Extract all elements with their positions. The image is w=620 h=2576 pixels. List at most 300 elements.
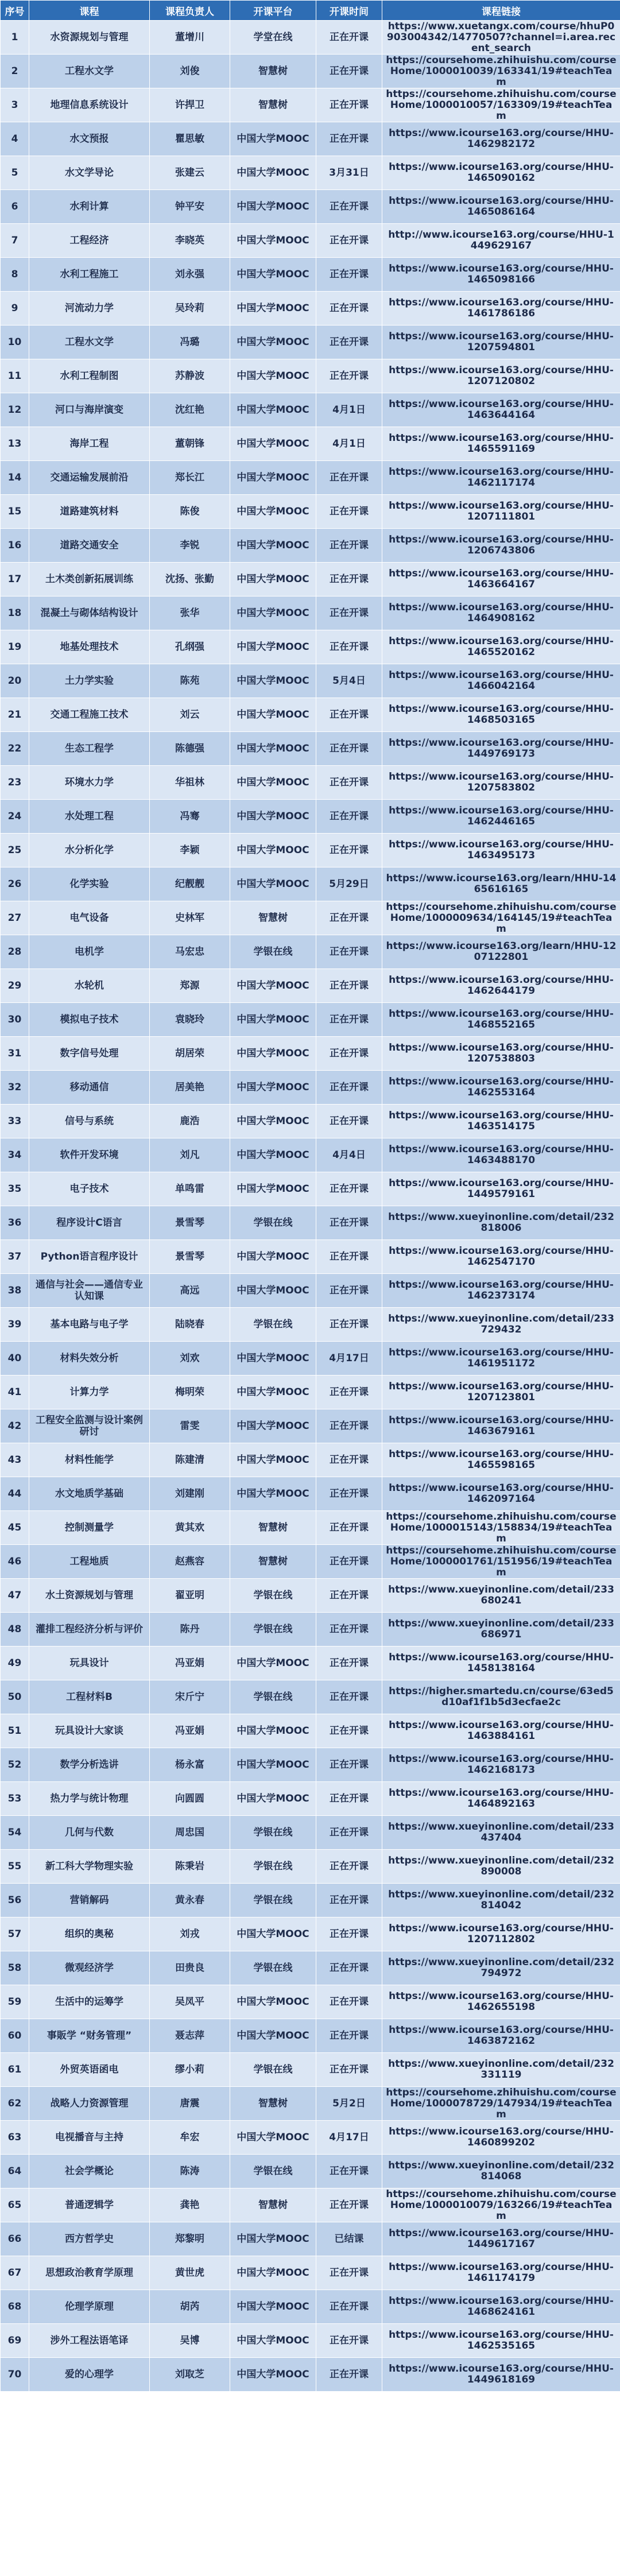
cell-link[interactable]: https://www.xueyinonline.com/detail/232814068	[382, 2155, 620, 2188]
cell-platform: 智慧树	[230, 2188, 316, 2222]
cell-link[interactable]: https://www.icourse163.org/course/HHU-1207123801	[382, 1376, 620, 1409]
cell-link[interactable]: https://www.icourse163.org/course/HHU-1207120802	[382, 359, 620, 393]
cell-start-time: 正在开课	[316, 1884, 382, 1918]
cell-lead: 李晓英	[150, 224, 230, 258]
cell-link[interactable]: https://www.icourse163.org/course/HHU-1463679161	[382, 1409, 620, 1443]
cell-platform: 中国大学MOOC	[230, 800, 316, 834]
cell-lead: 陈苑	[150, 664, 230, 698]
cell-index: 47	[1, 1579, 29, 1613]
cell-course: 外贸英语函电	[29, 2053, 150, 2087]
table-row	[1, 1172, 620, 1206]
cell-start-time: 正在开课	[316, 495, 382, 529]
cell-lead: 郑长江	[150, 461, 230, 495]
cell-lead: 牟宏	[150, 2121, 230, 2155]
table-row	[1, 1850, 620, 1884]
table-row	[1, 88, 620, 122]
cell-index: 28	[1, 935, 29, 969]
table-row	[1, 292, 620, 326]
cell-lead: 田贵良	[150, 1951, 230, 1985]
table-row	[1, 1206, 620, 1240]
cell-index: 15	[1, 495, 29, 529]
cell-start-time: 4月17日	[316, 2121, 382, 2155]
cell-lead: 高远	[150, 1274, 230, 1308]
header-lead: 课程负责人	[150, 1, 230, 21]
cell-index: 63	[1, 2121, 29, 2155]
cell-link[interactable]: https://www.icourse163.org/course/HHU-1465598165	[382, 1443, 620, 1477]
cell-index: 55	[1, 1850, 29, 1884]
cell-lead: 马宏忠	[150, 935, 230, 969]
cell-index: 39	[1, 1308, 29, 1342]
cell-lead: 缪小莉	[150, 2053, 230, 2087]
cell-platform: 学银在线	[230, 1206, 316, 1240]
cell-index: 23	[1, 766, 29, 800]
table-row	[1, 529, 620, 563]
cell-lead: 吴玲莉	[150, 292, 230, 326]
cell-lead: 陈德强	[150, 732, 230, 766]
cell-platform: 中国大学MOOC	[230, 1782, 316, 1816]
cell-link[interactable]: https://coursehome.zhihuishu.com/courseHome/1000015143/158834/19#teachTeam	[382, 1511, 620, 1545]
cell-link[interactable]: https://www.icourse163.org/course/HHU-1463495173	[382, 834, 620, 867]
cell-link[interactable]: https://www.icourse163.org/course/HHU-1462553164	[382, 1071, 620, 1105]
cell-lead: 沈扬、张勤	[150, 563, 230, 596]
cell-index: 11	[1, 359, 29, 393]
cell-lead: 聂志萍	[150, 2019, 230, 2053]
cell-platform: 学银在线	[230, 2155, 316, 2188]
cell-course: 通信与社会——通信专业认知课	[29, 1274, 150, 1308]
cell-link[interactable]: https://coursehome.zhihuishu.com/courseHome/1000001761/151956/19#teachTeam	[382, 1545, 620, 1579]
cell-start-time: 正在开课	[316, 901, 382, 935]
cell-platform: 学银在线	[230, 1816, 316, 1850]
cell-platform: 学银在线	[230, 1680, 316, 1714]
table-row	[1, 1985, 620, 2019]
cell-index: 24	[1, 800, 29, 834]
cell-platform: 中国大学MOOC	[230, 1918, 316, 1951]
cell-link[interactable]: https://www.xueyinonline.com/detail/232818006	[382, 1206, 620, 1240]
table-row	[1, 766, 620, 800]
cell-index: 21	[1, 698, 29, 732]
cell-platform: 中国大学MOOC	[230, 732, 316, 766]
cell-link[interactable]: https://www.icourse163.org/course/HHU-1207112802	[382, 1918, 620, 1951]
cell-platform: 中国大学MOOC	[230, 1714, 316, 1748]
cell-index: 57	[1, 1918, 29, 1951]
cell-index: 31	[1, 1037, 29, 1071]
cell-link[interactable]: https://www.icourse163.org/course/HHU-1207583802	[382, 766, 620, 800]
cell-course: 战略人力资源管理	[29, 2087, 150, 2121]
table-row	[1, 1409, 620, 1443]
cell-index: 40	[1, 1342, 29, 1376]
cell-lead: 董朝锋	[150, 427, 230, 461]
cell-index: 34	[1, 1138, 29, 1172]
table-row	[1, 2256, 620, 2290]
cell-link[interactable]: https://www.icourse163.org/course/HHU-1462117174	[382, 461, 620, 495]
cell-lead: 钟平安	[150, 190, 230, 224]
cell-platform: 中国大学MOOC	[230, 867, 316, 901]
table-row	[1, 1240, 620, 1274]
cell-link[interactable]: https://higher.smartedu.cn/course/63ed5d10af1f1b5d3ecfae2c	[382, 1680, 620, 1714]
cell-lead: 梅明荣	[150, 1376, 230, 1409]
cell-lead: 苏静波	[150, 359, 230, 393]
cell-link[interactable]: https://www.icourse163.org/course/HHU-1468552165	[382, 1003, 620, 1037]
cell-start-time: 正在开课	[316, 1850, 382, 1884]
cell-lead: 刘取芝	[150, 2358, 230, 2392]
cell-link[interactable]: https://www.icourse163.org/course/HHU-1465090162	[382, 156, 620, 190]
cell-index: 60	[1, 2019, 29, 2053]
table-row	[1, 2188, 620, 2222]
cell-platform: 中国大学MOOC	[230, 1003, 316, 1037]
cell-lead: 胡芮	[150, 2290, 230, 2324]
cell-index: 30	[1, 1003, 29, 1037]
cell-course: 水利计算	[29, 190, 150, 224]
cell-platform: 中国大学MOOC	[230, 1037, 316, 1071]
cell-index: 61	[1, 2053, 29, 2087]
table-row	[1, 2121, 620, 2155]
table-row	[1, 1037, 620, 1071]
cell-course: 控制测量学	[29, 1511, 150, 1545]
cell-link[interactable]: https://www.icourse163.org/course/HHU-1462644179	[382, 969, 620, 1003]
cell-platform: 中国大学MOOC	[230, 969, 316, 1003]
cell-link[interactable]: https://www.xueyinonline.com/detail/232890008	[382, 1850, 620, 1884]
cell-start-time: 正在开课	[316, 1071, 382, 1105]
cell-lead: 李锐	[150, 529, 230, 563]
cell-platform: 中国大学MOOC	[230, 495, 316, 529]
cell-course: 水轮机	[29, 969, 150, 1003]
cell-lead: 周忠国	[150, 1816, 230, 1850]
cell-link[interactable]: https://www.icourse163.org/course/HHU-1449769173	[382, 732, 620, 766]
cell-course: 组织的奥秘	[29, 1918, 150, 1951]
table-row	[1, 2222, 620, 2256]
cell-lead: 刘云	[150, 698, 230, 732]
cell-start-time: 正在开课	[316, 1477, 382, 1511]
cell-course: 数字信号处理	[29, 1037, 150, 1071]
cell-link[interactable]: https://coursehome.zhihuishu.com/courseHome/1000078729/147934/19#teachTeam	[382, 2087, 620, 2121]
cell-link[interactable]: https://www.icourse163.org/course/HHU-1465591169	[382, 427, 620, 461]
cell-index: 49	[1, 1647, 29, 1680]
cell-lead: 龚艳	[150, 2188, 230, 2222]
cell-start-time: 正在开课	[316, 292, 382, 326]
cell-platform: 中国大学MOOC	[230, 2019, 316, 2053]
cell-link[interactable]: https://www.icourse163.org/course/HHU-1461174179	[382, 2256, 620, 2290]
cell-lead: 冯亚娟	[150, 1647, 230, 1680]
cell-link[interactable]: https://www.icourse163.org/course/HHU-1463664167	[382, 563, 620, 596]
cell-course: Python语言程序设计	[29, 1240, 150, 1274]
cell-platform: 中国大学MOOC	[230, 2121, 316, 2155]
cell-lead: 单鸣雷	[150, 1172, 230, 1206]
cell-start-time: 正在开课	[316, 1376, 382, 1409]
cell-platform: 中国大学MOOC	[230, 1138, 316, 1172]
cell-course: 工程经济	[29, 224, 150, 258]
cell-link[interactable]: https://www.icourse163.org/course/HHU-1449617167	[382, 2222, 620, 2256]
cell-lead: 景雪琴	[150, 1240, 230, 1274]
cell-index: 7	[1, 224, 29, 258]
cell-course: 交通运输发展前沿	[29, 461, 150, 495]
cell-platform: 中国大学MOOC	[230, 2256, 316, 2290]
cell-link[interactable]: https://coursehome.zhihuishu.com/courseHome/1000010039/163341/19#teachTeam	[382, 55, 620, 88]
table-row	[1, 1714, 620, 1748]
cell-start-time: 正在开课	[316, 1613, 382, 1647]
cell-link[interactable]: https://www.icourse163.org/course/HHU-1468624161	[382, 2290, 620, 2324]
cell-course: 思想政治教育学原理	[29, 2256, 150, 2290]
table-row	[1, 2019, 620, 2053]
table-row	[1, 1884, 620, 1918]
table-row	[1, 834, 620, 867]
cell-course: 材料性能学	[29, 1443, 150, 1477]
cell-link[interactable]: https://coursehome.zhihuishu.com/courseHome/1000009634/164145/19#teachTeam	[382, 901, 620, 935]
cell-course: 河流动力学	[29, 292, 150, 326]
cell-start-time: 正在开课	[316, 1748, 382, 1782]
table-row	[1, 1918, 620, 1951]
cell-link[interactable]: https://www.xueyinonline.com/detail/232814042	[382, 1884, 620, 1918]
cell-start-time: 正在开课	[316, 1003, 382, 1037]
cell-link[interactable]: https://www.icourse163.org/course/HHU-1464892163	[382, 1782, 620, 1816]
cell-course: 电气设备	[29, 901, 150, 935]
cell-start-time: 正在开课	[316, 1511, 382, 1545]
cell-start-time: 正在开课	[316, 1816, 382, 1850]
cell-platform: 中国大学MOOC	[230, 190, 316, 224]
cell-platform: 学银在线	[230, 1308, 316, 1342]
cell-index: 35	[1, 1172, 29, 1206]
cell-link[interactable]: https://www.icourse163.org/learn/HHU-1207122801	[382, 935, 620, 969]
cell-index: 14	[1, 461, 29, 495]
cell-link[interactable]: https://www.icourse163.org/course/HHU-1207111801	[382, 495, 620, 529]
cell-platform: 中国大学MOOC	[230, 122, 316, 156]
cell-platform: 中国大学MOOC	[230, 1477, 316, 1511]
cell-course: 水文预报	[29, 122, 150, 156]
cell-link[interactable]: https://www.xueyinonline.com/detail/233686971	[382, 1613, 620, 1647]
cell-course: 电机学	[29, 935, 150, 969]
table-row	[1, 1138, 620, 1172]
cell-lead: 刘凡	[150, 1138, 230, 1172]
cell-platform: 智慧树	[230, 1511, 316, 1545]
cell-link[interactable]: https://www.icourse163.org/course/HHU-1449579161	[382, 1172, 620, 1206]
cell-course: 电视播音与主持	[29, 2121, 150, 2155]
table-row	[1, 1071, 620, 1105]
cell-index: 70	[1, 2358, 29, 2392]
cell-link[interactable]: http://www.icourse163.org/course/HHU-1449629167	[382, 224, 620, 258]
cell-lead: 黄永春	[150, 1884, 230, 1918]
cell-index: 54	[1, 1816, 29, 1850]
cell-start-time: 5月4日	[316, 664, 382, 698]
cell-start-time: 正在开课	[316, 2053, 382, 2087]
cell-link[interactable]: https://www.icourse163.org/course/HHU-1465086164	[382, 190, 620, 224]
cell-index: 50	[1, 1680, 29, 1714]
cell-lead: 刘戎	[150, 1918, 230, 1951]
cell-index: 8	[1, 258, 29, 292]
cell-lead: 刘建刚	[150, 1477, 230, 1511]
cell-lead: 孔纲强	[150, 630, 230, 664]
cell-course: 数学分析选讲	[29, 1748, 150, 1782]
cell-link[interactable]: https://www.xueyinonline.com/detail/232794972	[382, 1951, 620, 1985]
cell-platform: 中国大学MOOC	[230, 664, 316, 698]
cell-platform: 中国大学MOOC	[230, 766, 316, 800]
cell-link[interactable]: https://www.icourse163.org/course/HHU-1463884161	[382, 1714, 620, 1748]
cell-index: 37	[1, 1240, 29, 1274]
cell-link[interactable]: https://www.icourse163.org/course/HHU-1462446165	[382, 800, 620, 834]
cell-platform: 中国大学MOOC	[230, 1748, 316, 1782]
cell-start-time: 正在开课	[316, 2290, 382, 2324]
cell-index: 62	[1, 2087, 29, 2121]
table-row	[1, 732, 620, 766]
header-platform: 开课平台	[230, 1, 316, 21]
table-row	[1, 495, 620, 529]
cell-start-time: 正在开课	[316, 1647, 382, 1680]
cell-start-time: 正在开课	[316, 1409, 382, 1443]
cell-index: 19	[1, 630, 29, 664]
cell-link[interactable]: https://www.xueyinonline.com/detail/233680241	[382, 1579, 620, 1613]
cell-link[interactable]: https://www.icourse163.org/course/HHU-1464908162	[382, 596, 620, 630]
cell-course: 环境水力学	[29, 766, 150, 800]
cell-link[interactable]: https://www.icourse163.org/course/HHU-1463488170	[382, 1138, 620, 1172]
cell-link[interactable]: https://www.icourse163.org/course/HHU-1462168173	[382, 1748, 620, 1782]
cell-platform: 中国大学MOOC	[230, 1443, 316, 1477]
cell-link[interactable]: https://www.icourse163.org/course/HHU-1460899202	[382, 2121, 620, 2155]
cell-lead: 瞿思敏	[150, 122, 230, 156]
cell-lead: 吴博	[150, 2324, 230, 2358]
table-row	[1, 1680, 620, 1714]
cell-index: 41	[1, 1376, 29, 1409]
cell-start-time: 正在开课	[316, 1714, 382, 1748]
cell-platform: 中国大学MOOC	[230, 461, 316, 495]
cell-link[interactable]: https://coursehome.zhihuishu.com/courseHome/1000010079/163266/19#teachTeam	[382, 2188, 620, 2222]
cell-platform: 中国大学MOOC	[230, 563, 316, 596]
cell-lead: 张建云	[150, 156, 230, 190]
cell-link[interactable]: https://www.icourse163.org/course/HHU-1461786186	[382, 292, 620, 326]
cell-start-time: 正在开课	[316, 1105, 382, 1138]
cell-link[interactable]: https://coursehome.zhihuishu.com/courseHome/1000010057/163309/19#teachTeam	[382, 88, 620, 122]
cell-course: 玩具设计	[29, 1647, 150, 1680]
cell-course: 新工科大学物理实验	[29, 1850, 150, 1884]
cell-link[interactable]: https://www.icourse163.org/course/HHU-1463644164	[382, 393, 620, 427]
cell-link[interactable]: https://www.xueyinonline.com/detail/233437404	[382, 1816, 620, 1850]
cell-start-time: 正在开课	[316, 732, 382, 766]
cell-start-time: 4月1日	[316, 393, 382, 427]
cell-platform: 智慧树	[230, 2087, 316, 2121]
cell-start-time: 正在开课	[316, 1985, 382, 2019]
cell-link[interactable]: https://www.xueyinonline.com/detail/233729432	[382, 1308, 620, 1342]
cell-course: 水资源规划与管理	[29, 21, 150, 55]
header-link: 课程链接	[382, 1, 620, 21]
cell-link[interactable]: https://www.icourse163.org/course/HHU-1465520162	[382, 630, 620, 664]
cell-lead: 张华	[150, 596, 230, 630]
table-row	[1, 630, 620, 664]
cell-link[interactable]: https://www.icourse163.org/course/HHU-1463872162	[382, 2019, 620, 2053]
cell-course: 生活中的运筹学	[29, 1985, 150, 2019]
cell-lead: 袁晓玲	[150, 1003, 230, 1037]
cell-course: 玩具设计大家谈	[29, 1714, 150, 1748]
cell-start-time: 正在开课	[316, 935, 382, 969]
cell-platform: 学银在线	[230, 1579, 316, 1613]
cell-lead: 华祖林	[150, 766, 230, 800]
cell-lead: 李颖	[150, 834, 230, 867]
cell-start-time: 正在开课	[316, 2256, 382, 2290]
cell-link[interactable]: https://www.icourse163.org/course/HHU-1462655198	[382, 1985, 620, 2019]
cell-index: 3	[1, 88, 29, 122]
cell-start-time: 正在开课	[316, 122, 382, 156]
cell-lead: 董增川	[150, 21, 230, 55]
cell-link[interactable]: https://www.icourse163.org/course/HHU-1462982172	[382, 122, 620, 156]
cell-link[interactable]: https://www.icourse163.org/course/HHU-1449618169	[382, 2358, 620, 2392]
cell-index: 17	[1, 563, 29, 596]
cell-index: 42	[1, 1409, 29, 1443]
cell-link[interactable]: https://www.icourse163.org/course/HHU-1206743806	[382, 529, 620, 563]
cell-link[interactable]: https://www.icourse163.org/course/HHU-1207594801	[382, 326, 620, 359]
table-row	[1, 596, 620, 630]
cell-start-time: 正在开课	[316, 1172, 382, 1206]
cell-start-time: 5月29日	[316, 867, 382, 901]
cell-course: 生态工程学	[29, 732, 150, 766]
table-row	[1, 393, 620, 427]
header-index: 序号	[1, 1, 29, 21]
cell-link[interactable]: https://www.icourse163.org/course/HHU-1458138164	[382, 1647, 620, 1680]
cell-link[interactable]: https://www.xuetangx.com/course/hhuP0903004342/14770507?channel=i.area.recent_search	[382, 21, 620, 55]
cell-lead: 冯璐	[150, 326, 230, 359]
cell-start-time: 正在开课	[316, 88, 382, 122]
cell-link[interactable]: https://www.icourse163.org/course/HHU-1207538803	[382, 1037, 620, 1071]
cell-lead: 雷雯	[150, 1409, 230, 1443]
table-row	[1, 1443, 620, 1477]
cell-link[interactable]: https://www.icourse163.org/learn/HHU-1465616165	[382, 867, 620, 901]
cell-lead: 郑黎明	[150, 2222, 230, 2256]
header-row	[1, 1, 620, 21]
cell-course: 道路建筑材料	[29, 495, 150, 529]
cell-platform: 学银在线	[230, 1884, 316, 1918]
cell-link[interactable]: https://www.icourse163.org/course/HHU-1462535165	[382, 2324, 620, 2358]
cell-link[interactable]: https://www.icourse163.org/course/HHU-1462547170	[382, 1240, 620, 1274]
cell-course: 信号与系统	[29, 1105, 150, 1138]
table-row	[1, 1274, 620, 1308]
cell-course: 水利工程制图	[29, 359, 150, 393]
cell-lead: 景雪琴	[150, 1206, 230, 1240]
cell-link[interactable]: https://www.icourse163.org/course/HHU-1465098166	[382, 258, 620, 292]
cell-link[interactable]: https://www.icourse163.org/course/HHU-1463514175	[382, 1105, 620, 1138]
cell-link[interactable]: https://www.icourse163.org/course/HHU-1466042164	[382, 664, 620, 698]
table-row	[1, 1951, 620, 1985]
cell-course: 灌排工程经济分析与评价	[29, 1613, 150, 1647]
table-row	[1, 800, 620, 834]
cell-platform: 智慧树	[230, 901, 316, 935]
cell-course: 道路交通安全	[29, 529, 150, 563]
cell-start-time: 正在开课	[316, 1308, 382, 1342]
cell-course: 热力学与统计物理	[29, 1782, 150, 1816]
cell-course: 计算力学	[29, 1376, 150, 1409]
table-row	[1, 2053, 620, 2087]
cell-index: 16	[1, 529, 29, 563]
cell-link[interactable]: https://www.icourse163.org/course/HHU-1462373174	[382, 1274, 620, 1308]
table-row	[1, 359, 620, 393]
table-row	[1, 1782, 620, 1816]
cell-link[interactable]: https://www.icourse163.org/course/HHU-1461951172	[382, 1342, 620, 1376]
table-row	[1, 1579, 620, 1613]
cell-course: 工程水文学	[29, 55, 150, 88]
cell-platform: 中国大学MOOC	[230, 1985, 316, 2019]
cell-start-time: 正在开课	[316, 258, 382, 292]
cell-course: 交通工程施工技术	[29, 698, 150, 732]
cell-link[interactable]: https://www.xueyinonline.com/detail/232331119	[382, 2053, 620, 2087]
cell-course: 营销解码	[29, 1884, 150, 1918]
table-row	[1, 2155, 620, 2188]
cell-index: 13	[1, 427, 29, 461]
table-row	[1, 1105, 620, 1138]
cell-link[interactable]: https://www.icourse163.org/course/HHU-1468503165	[382, 698, 620, 732]
cell-course: 模拟电子技术	[29, 1003, 150, 1037]
cell-platform: 学堂在线	[230, 21, 316, 55]
cell-platform: 中国大学MOOC	[230, 326, 316, 359]
table-row	[1, 563, 620, 596]
cell-course: 工程地质	[29, 1545, 150, 1579]
cell-start-time: 正在开课	[316, 1545, 382, 1579]
cell-course: 西方哲学史	[29, 2222, 150, 2256]
cell-link[interactable]: https://www.icourse163.org/course/HHU-1462097164	[382, 1477, 620, 1511]
cell-index: 12	[1, 393, 29, 427]
